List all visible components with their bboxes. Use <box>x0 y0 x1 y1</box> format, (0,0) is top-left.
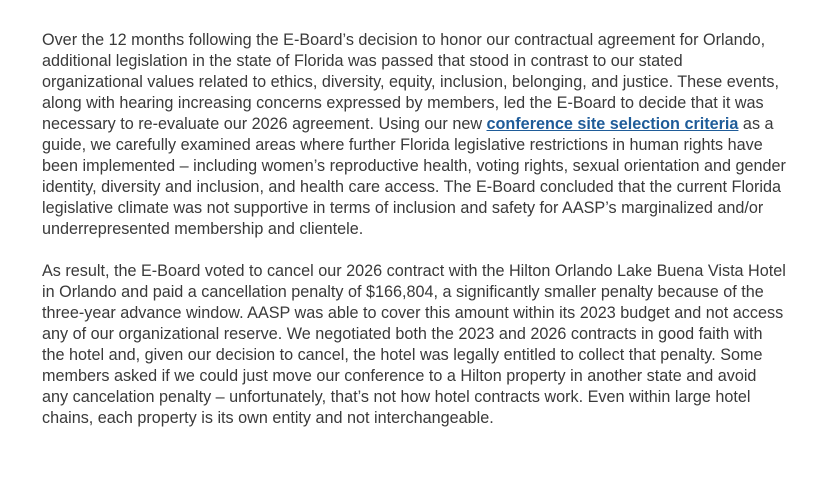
paragraph-1-text-before-link: Over the 12 months following the E-Board’s decision to honor our contractual agreement for Orlando, additional legislation in the state of Florida was passed that stood in contrast to our stated organizational values related to ethics, diversity, equity, inclusion, belonging, and justice. These events, along with hearing increasing concerns expressed by members, led the E-Board to decide that it was necessary to re-evaluate our 2026 agreement. Using our new <box>42 31 779 133</box>
paragraph-contract-cancellation: As result, the E-Board voted to cancel our 2026 contract with the Hilton Orlando Lake Buena Vista Hotel in Orlando and paid a cancellation penalty of $166,804, a significantly smaller penalty because of the three-year advance window. AASP was able to cover this amount within its 2023 budget and not access any of our organizational reserve. We negotiated both the 2023 and 2026 contracts in good faith with the hotel and, given our decision to cancel, the hotel was legally entitled to collect that penalty. Some members asked if we could just move our conference to a Hilton property in another state and avoid any cancelation penalty – unfortunately, that’s not how hotel contracts work. Even within large hotel chains, each property is its own entity and not interchangeable. <box>42 262 786 427</box>
paragraph-1-text-after-link: as a guide, we carefully examined areas where further Florida legislative restrictions in human rights have been implemented – including women’s reproductive health, voting rights, sexual orientation and gender identity, diversity and inclusion, and health care access. The E-Board concluded that the current Florida legislative climate was not supportive in terms of inclusion and safety for AASP’s marginalized and/or underrepresented membership and clientele. <box>42 115 786 238</box>
conference-site-selection-criteria-link[interactable]: conference site selection criteria <box>486 115 739 133</box>
document-body <box>42 30 787 429</box>
paragraph-florida-legislation <box>42 30 787 240</box>
